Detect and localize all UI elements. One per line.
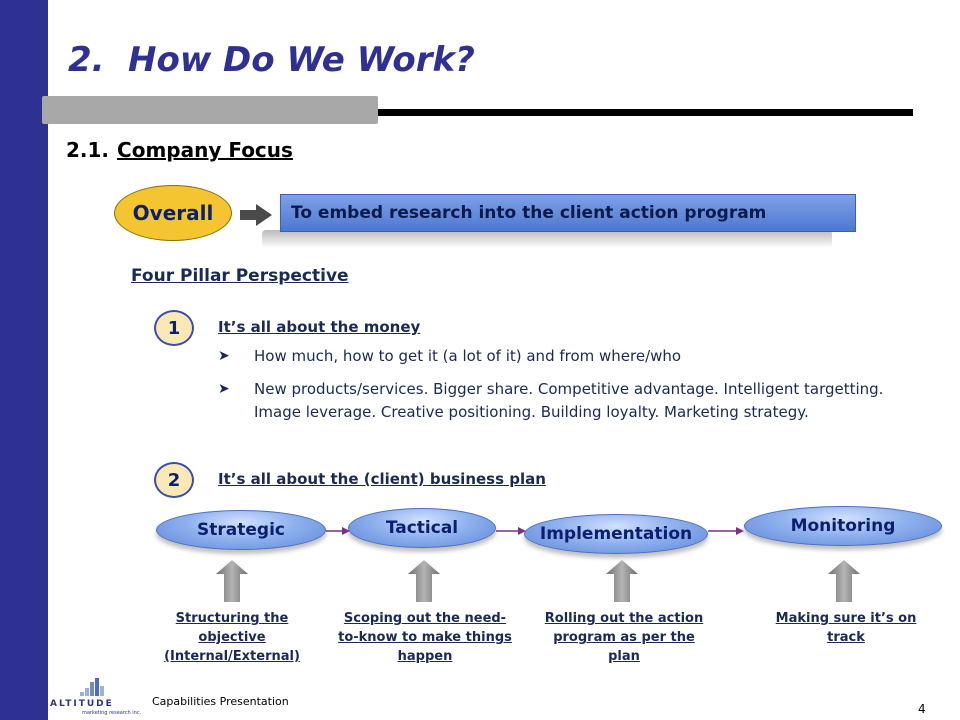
slide-title-number: 2.: [68, 40, 105, 80]
logo-wordmark: ALTITUDE: [50, 699, 114, 709]
process-step-tactical: [348, 508, 496, 548]
pillar-title: It’s all about the (client) business plan: [218, 470, 546, 488]
arrowhead-bullet-icon: ➤: [218, 348, 230, 364]
process-step-label: Monitoring: [790, 516, 896, 536]
arrow-up-icon: [828, 560, 860, 602]
left-accent-bar: [0, 0, 48, 720]
process-step-implementation: [524, 514, 708, 554]
altitude-logo-icon: [50, 678, 130, 700]
arrow-right-icon: [326, 526, 350, 536]
process-step-monitoring: [744, 506, 942, 546]
pillar-number-badge: 1: [154, 310, 194, 346]
arrow-up-icon: [216, 560, 248, 602]
process-caption: Making sure it’s on track: [775, 611, 917, 645]
pillar-title: It’s all about the money: [218, 318, 421, 336]
slide-title-text: How Do We Work?: [128, 40, 475, 80]
section-number: 2.1.: [66, 138, 110, 162]
overall-statement: To embed research into the client action program: [291, 203, 767, 223]
logo-subtext: marketing research inc.: [82, 710, 142, 716]
section-title: Company Focus: [117, 138, 293, 162]
pillar-number-badge: 2: [154, 462, 194, 498]
title-rule-black: [378, 109, 913, 116]
title-rule-gray: [42, 96, 378, 124]
arrow-up-icon: [606, 560, 638, 602]
overall-label: Overall: [132, 201, 214, 225]
process-step-label: Strategic: [197, 520, 285, 540]
bullet-text: How much, how to get it (a lot of it) and from where/who: [254, 347, 682, 365]
process-step-label: Tactical: [385, 518, 459, 538]
arrowhead-bullet-icon: ➤: [218, 381, 230, 397]
arrow-right-icon: [708, 526, 744, 536]
overall-oval: [114, 185, 232, 241]
list-item: [218, 345, 884, 368]
footer-presentation-title: Capabilities Presentation: [152, 695, 289, 708]
slide-title: [68, 40, 475, 80]
arrow-right-icon: [496, 526, 526, 536]
page-number: 4: [918, 702, 926, 716]
arrow-right-icon: [240, 204, 276, 226]
process-step-strategic: [156, 510, 326, 550]
arrow-up-icon: [408, 560, 440, 602]
banner-shadow: [262, 230, 832, 248]
overall-statement-banner: [280, 194, 856, 232]
process-step-label: Implementation: [539, 524, 693, 544]
process-caption: Structuring the objective (Internal/External): [164, 611, 300, 664]
section-heading: [66, 138, 293, 162]
list-item: [218, 378, 884, 424]
bullet-text: New products/services. Bigger share. Competitive advantage. Intelligent targetting. Image leverage. Creative positioning. Building loyalty. Marketing strategy.: [254, 380, 884, 421]
process-caption: Scoping out the need-to-know to make things happen: [338, 611, 512, 664]
process-caption: Rolling out the action program as per the plan: [544, 611, 704, 664]
pillars-heading: Four Pillar Perspective: [131, 266, 349, 286]
